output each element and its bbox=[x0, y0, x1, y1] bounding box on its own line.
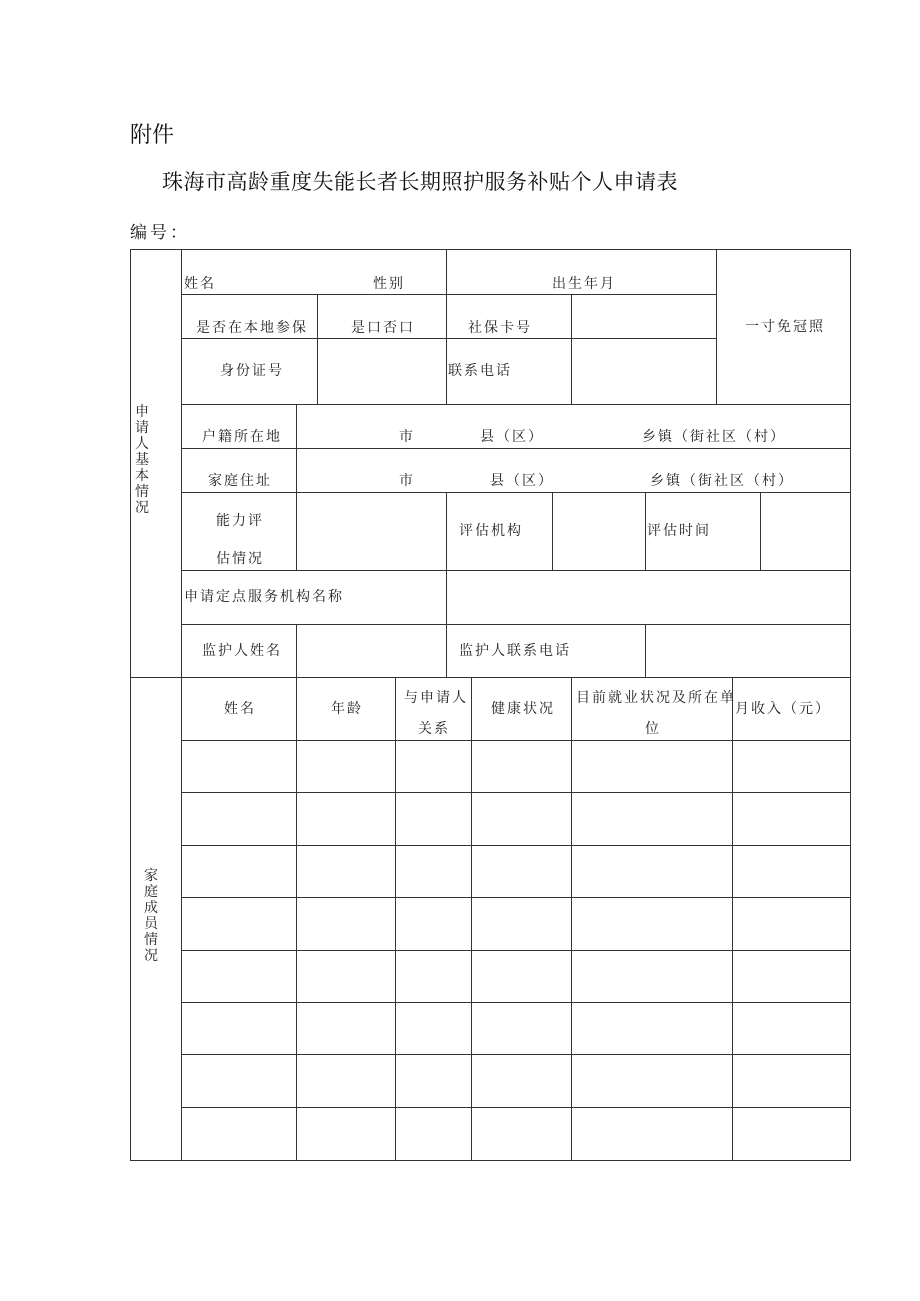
table-line bbox=[317, 294, 318, 405]
household-county: 县（区） bbox=[480, 429, 544, 445]
family-header-name: 姓名 bbox=[224, 701, 256, 717]
table-line bbox=[181, 1107, 851, 1108]
table-line bbox=[181, 1054, 851, 1055]
table-line bbox=[732, 677, 733, 1161]
family-cell[interactable] bbox=[736, 863, 846, 879]
family-cell[interactable] bbox=[185, 1072, 292, 1088]
family-cell[interactable] bbox=[300, 758, 391, 774]
table-line bbox=[130, 249, 131, 1161]
family-cell[interactable] bbox=[300, 1125, 391, 1141]
table-line bbox=[645, 624, 646, 678]
gender-label: 性别 bbox=[373, 276, 405, 292]
table-line bbox=[395, 677, 396, 1161]
household-town: 乡镇（街社区（村） bbox=[642, 429, 786, 445]
photo-placeholder: 一寸免冠照 bbox=[745, 319, 825, 335]
name-label: 姓名 bbox=[184, 276, 216, 292]
assess-time-label: 评估时间 bbox=[647, 523, 711, 539]
family-cell[interactable] bbox=[185, 968, 292, 984]
family-cell[interactable] bbox=[475, 968, 567, 984]
table-line bbox=[181, 740, 851, 741]
table-line bbox=[130, 1160, 851, 1161]
family-cell[interactable] bbox=[475, 1020, 567, 1036]
table-line bbox=[181, 624, 851, 625]
family-cell[interactable] bbox=[399, 915, 467, 931]
family-cell[interactable] bbox=[575, 915, 728, 931]
table-line bbox=[181, 950, 851, 951]
table-line bbox=[552, 492, 553, 571]
page-title: 珠海市高龄重度失能长者长期照护服务补贴个人申请表 bbox=[162, 170, 678, 194]
household-city: 市 bbox=[399, 429, 415, 445]
social-card-label: 社保卡号 bbox=[468, 320, 532, 336]
table-line bbox=[296, 492, 297, 571]
family-cell[interactable] bbox=[399, 1020, 467, 1036]
table-line bbox=[296, 677, 297, 1161]
family-cell[interactable] bbox=[399, 810, 467, 826]
family-cell[interactable] bbox=[399, 758, 467, 774]
family-cell[interactable] bbox=[575, 1072, 728, 1088]
table-line bbox=[446, 624, 447, 678]
residence-label: 家庭住址 bbox=[208, 473, 272, 489]
family-cell[interactable] bbox=[475, 810, 567, 826]
residence-city: 市 bbox=[399, 473, 415, 489]
family-cell[interactable] bbox=[475, 863, 567, 879]
family-cell[interactable] bbox=[300, 810, 391, 826]
table-line bbox=[130, 677, 851, 678]
family-cell[interactable] bbox=[185, 810, 292, 826]
family-cell[interactable] bbox=[736, 758, 846, 774]
ability-label-line1: 能力评 bbox=[216, 513, 264, 529]
family-cell[interactable] bbox=[399, 968, 467, 984]
family-cell[interactable] bbox=[300, 863, 391, 879]
family-cell[interactable] bbox=[575, 863, 728, 879]
service-org-label: 申请定点服务机构名称 bbox=[184, 589, 344, 605]
guardian-name-label: 监护人姓名 bbox=[202, 643, 282, 659]
insured-checkboxes[interactable]: 是口否口 bbox=[351, 320, 415, 336]
family-cell[interactable] bbox=[575, 1125, 728, 1141]
family-header-income: 月收入（元） bbox=[735, 701, 831, 717]
family-cell[interactable] bbox=[475, 758, 567, 774]
family-cell[interactable] bbox=[475, 1072, 567, 1088]
family-cell[interactable] bbox=[300, 1020, 391, 1036]
family-header-relation-1: 与申请人 bbox=[404, 690, 468, 706]
section-label-family: 家庭成员情况 bbox=[144, 868, 158, 964]
table-line bbox=[181, 249, 182, 1161]
family-cell[interactable] bbox=[475, 1125, 567, 1141]
birth-label: 出生年月 bbox=[552, 276, 616, 292]
table-line bbox=[471, 677, 472, 1161]
insured-label: 是否在本地参保 bbox=[196, 320, 308, 336]
table-line bbox=[296, 624, 297, 678]
section-label-applicant: 申请人基本情况 bbox=[135, 404, 149, 516]
form-number bbox=[130, 218, 310, 243]
table-line bbox=[181, 897, 851, 898]
family-cell[interactable] bbox=[575, 758, 728, 774]
table-line bbox=[446, 249, 447, 405]
id-number-label: 身份证号 bbox=[220, 363, 284, 379]
family-header-job-2: 位 bbox=[645, 721, 661, 737]
household-label: 户籍所在地 bbox=[202, 429, 282, 445]
form-number-label: 编号： bbox=[130, 223, 190, 243]
family-header-health: 健康状况 bbox=[491, 701, 555, 717]
annex-label: 附件 bbox=[130, 123, 175, 148]
table-line bbox=[296, 404, 297, 493]
table-line bbox=[181, 570, 851, 571]
phone-label: 联系电话 bbox=[448, 363, 512, 379]
family-cell[interactable] bbox=[736, 915, 846, 931]
family-cell[interactable] bbox=[300, 915, 391, 931]
table-line bbox=[181, 492, 851, 493]
family-cell[interactable] bbox=[575, 1020, 728, 1036]
family-cell[interactable] bbox=[399, 1125, 467, 1141]
family-cell[interactable] bbox=[185, 758, 292, 774]
table-line bbox=[181, 294, 716, 295]
family-cell[interactable] bbox=[185, 1125, 292, 1141]
table-line bbox=[181, 448, 851, 449]
family-header-job-1: 目前就业状况及所在单 bbox=[576, 690, 736, 706]
table-line bbox=[181, 1002, 851, 1003]
table-line bbox=[181, 792, 851, 793]
table-line bbox=[571, 677, 572, 1161]
family-cell[interactable] bbox=[736, 810, 846, 826]
family-cell[interactable] bbox=[736, 1125, 846, 1141]
family-cell[interactable] bbox=[300, 1072, 391, 1088]
family-cell[interactable] bbox=[185, 915, 292, 931]
table-line bbox=[181, 404, 851, 405]
family-cell[interactable] bbox=[736, 1072, 846, 1088]
guardian-phone-label: 监护人联系电话 bbox=[459, 643, 571, 659]
family-cell[interactable] bbox=[736, 968, 846, 984]
table-line bbox=[446, 492, 447, 571]
assess-org-label: 评估机构 bbox=[459, 523, 523, 539]
residence-town: 乡镇（街社区（村） bbox=[650, 473, 794, 489]
ability-label-line2: 估情况 bbox=[216, 551, 264, 567]
table-line bbox=[760, 492, 761, 571]
table-line bbox=[645, 492, 646, 571]
family-cell[interactable] bbox=[300, 968, 391, 984]
table-line bbox=[850, 249, 851, 1161]
family-cell[interactable] bbox=[736, 1020, 846, 1036]
family-cell[interactable] bbox=[399, 863, 467, 879]
table-line bbox=[571, 294, 572, 405]
family-header-age: 年龄 bbox=[331, 701, 363, 717]
family-cell[interactable] bbox=[399, 1072, 467, 1088]
table-line bbox=[446, 570, 447, 625]
family-cell[interactable] bbox=[475, 915, 567, 931]
family-cell[interactable] bbox=[185, 1020, 292, 1036]
family-cell[interactable] bbox=[185, 863, 292, 879]
family-cell[interactable] bbox=[575, 968, 728, 984]
table-line bbox=[181, 845, 851, 846]
family-header-relation-2: 关系 bbox=[418, 721, 450, 737]
table-line bbox=[181, 338, 716, 339]
residence-county: 县（区） bbox=[490, 473, 554, 489]
family-cell[interactable] bbox=[575, 810, 728, 826]
table-line bbox=[130, 249, 851, 250]
table-line bbox=[716, 249, 717, 405]
